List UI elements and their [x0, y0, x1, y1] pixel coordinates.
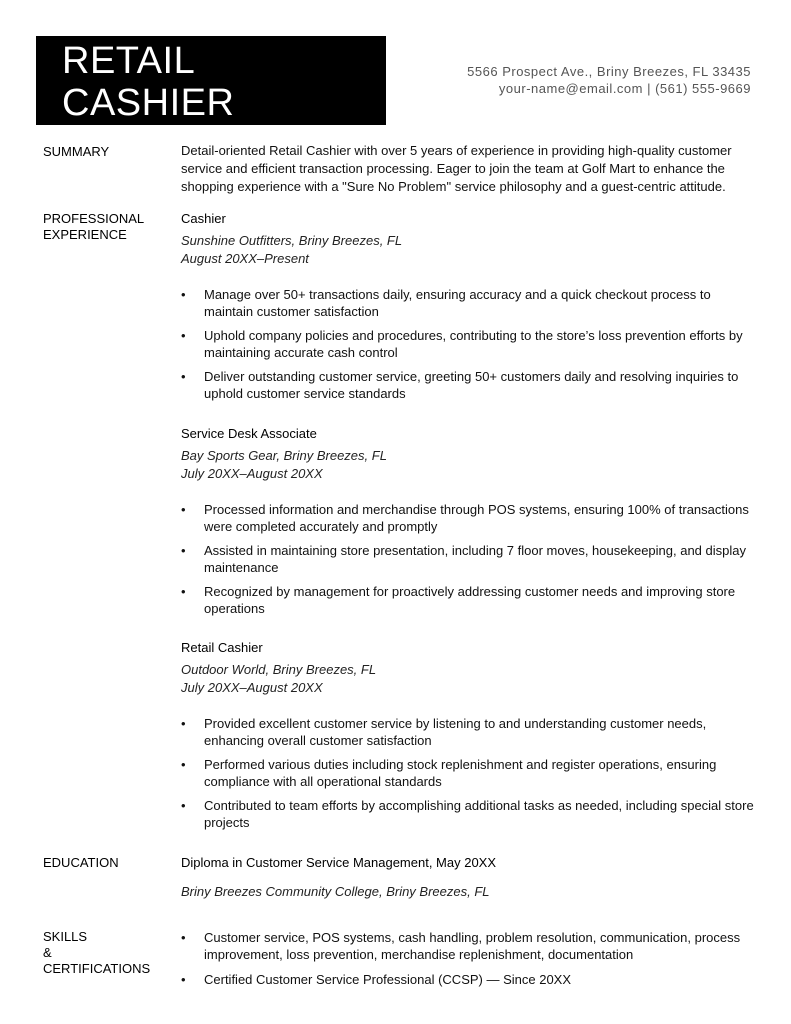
job-company: Sunshine Outfitters, Briny Breezes, FL: [181, 233, 403, 248]
bullet-icon: •: [181, 543, 186, 558]
degree: Diploma in Customer Service Management, May 20XX: [181, 855, 497, 870]
job-bullet: [181, 583, 761, 617]
job-dates: July 20XX–August 20XX: [181, 680, 323, 695]
bullet-icon: •: [181, 972, 186, 987]
summary-text: Detail-oriented Retail Cashier with over 5 years of experience in providing high-quality customer service and efficient transaction processing. Eager to join the team at Golf Mart to enhance the shopping experience with a "Sure No Problem" service philosophy and a guest-centric attitude.: [181, 143, 732, 194]
job-title: Retail Cashier: [181, 640, 263, 655]
job-title: Service Desk Associate: [181, 426, 317, 441]
job-entry: [181, 639, 761, 838]
bullet-icon: •: [181, 369, 186, 384]
job-bullets: [181, 286, 761, 402]
job-entry: [181, 425, 761, 624]
contact-info: [467, 63, 751, 97]
experience-label: [43, 211, 144, 243]
skills-label-line1: SKILLS: [43, 929, 88, 944]
address: 5566 Prospect Ave., Briny Breezes, FL 33435: [467, 64, 751, 79]
bullet-icon: •: [181, 502, 186, 517]
bullet-text: Uphold company policies and procedures, contributing to the store’s loss prevention efforts by maintaining accurate cash control: [204, 328, 743, 360]
job-bullet: [181, 797, 761, 831]
education-label: EDUCATION: [43, 855, 119, 870]
job-company: Bay Sports Gear, Briny Breezes, FL: [181, 448, 387, 463]
bullet-text: Manage over 50+ transactions daily, ensuring accuracy and a quick checkout process to maintain customer satisfaction: [204, 287, 711, 319]
job-dates: August 20XX–Present: [181, 251, 309, 266]
bullet-icon: •: [181, 716, 186, 731]
job-bullet: [181, 368, 761, 402]
bullet-text: Performed various duties including stock replenishment and register operations, ensuring compliance with all operational standards: [204, 757, 717, 789]
job-title: Cashier: [181, 211, 226, 226]
skill-text: Certified Customer Service Professional (CCSP) — Since 20XX: [204, 972, 572, 987]
skills-list-wrap: [181, 929, 761, 996]
bullet-text: Deliver outstanding customer service, greeting 50+ customers daily and resolving inquiries to uphold customer service standards: [204, 369, 739, 401]
bullet-icon: •: [181, 757, 186, 772]
job-bullet: [181, 756, 761, 790]
skills-label-line2: &: [43, 945, 52, 960]
skill-item: [181, 971, 761, 988]
email-phone: your-name@email.com | (561) 555-9669: [498, 81, 751, 96]
bullet-text: Processed information and merchandise through POS systems, ensuring 100% of transactions were completed accurately and promptly: [204, 502, 749, 534]
bullet-icon: •: [181, 930, 186, 945]
bullet-icon: •: [181, 584, 186, 599]
bullet-text: Assisted in maintaining store presentation, including 7 floor moves, housekeeping, and display maintenance: [204, 543, 746, 575]
summary-label: SUMMARY: [43, 144, 110, 159]
skills-label: [43, 929, 150, 977]
job-dates: July 20XX–August 20XX: [181, 466, 323, 481]
bullet-icon: •: [181, 287, 186, 302]
job-bullet: [181, 542, 761, 576]
job-company: Outdoor World, Briny Breezes, FL: [181, 662, 377, 677]
bullet-text: Provided excellent customer service by listening to and understanding customer needs, enhancing overall customer satisfaction: [204, 716, 707, 748]
skill-text: Customer service, POS systems, cash handling, problem resolution, communication, process improvement, loss prevention, merchandise replenishment, documentation: [204, 930, 741, 962]
job-bullet: [181, 501, 761, 535]
job-bullet: [181, 327, 761, 361]
experience-label-line1: PROFESSIONAL: [43, 211, 145, 226]
name-banner: [36, 36, 386, 125]
skills-list: [181, 929, 761, 988]
job-entry: [181, 210, 761, 409]
school: Briny Breezes Community College, Briny Breezes, FL: [181, 884, 490, 899]
bullet-text: Contributed to team efforts by accomplishing additional tasks as needed, including special store projects: [204, 798, 754, 830]
job-bullets: [181, 715, 761, 831]
skill-item: [181, 929, 761, 963]
job-bullets: [181, 501, 761, 617]
bullet-icon: •: [181, 798, 186, 813]
name-line-2: CASHIER: [62, 82, 235, 124]
job-bullet: [181, 715, 761, 749]
skills-label-line3: CERTIFICATIONS: [43, 961, 151, 976]
experience-label-line2: EXPERIENCE: [43, 227, 127, 242]
education-entry: [181, 854, 761, 901]
bullet-icon: •: [181, 328, 186, 343]
job-bullet: [181, 286, 761, 320]
bullet-text: Recognized by management for proactively addressing customer needs and improving store operations: [204, 584, 736, 616]
name-line-1: RETAIL: [62, 40, 196, 82]
